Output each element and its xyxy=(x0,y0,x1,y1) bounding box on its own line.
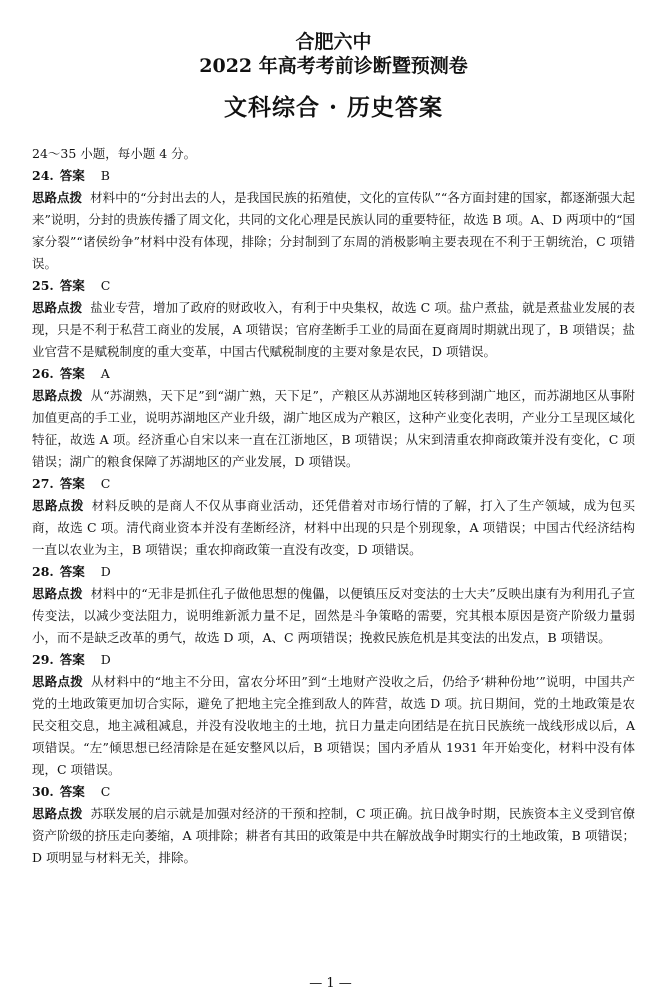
answer-line xyxy=(32,275,635,297)
subject-title: 文科综合 · 历史答案 xyxy=(223,94,444,121)
answer-choice: D xyxy=(100,564,111,579)
explanation xyxy=(32,803,635,869)
explanation xyxy=(32,297,635,363)
answer-line xyxy=(32,473,635,495)
answer-choice: C xyxy=(100,476,111,491)
explanation-label: 思路点拨 xyxy=(32,586,83,601)
question-number: 24. xyxy=(32,168,54,183)
explanation-label: 思路点拨 xyxy=(32,498,84,513)
explanation-label: 思路点拨 xyxy=(32,806,83,821)
question-block xyxy=(32,781,635,869)
answer-choice: C xyxy=(100,278,111,293)
explanation-label: 思路点拨 xyxy=(32,674,83,689)
answer-label: 答案 xyxy=(59,278,85,293)
explanation-text: 苏联发展的启示就是加强对经济的干预和控制，C 项正确。抗日战争时期，民族资本主义受到官僚资产阶级的挤压走向萎缩，A 项排除；耕者有其田的政策是中共在解放战争时期实行的土地政策，B 项错误；D 项明显与材料无关，排除。 xyxy=(32,806,635,865)
explanation-text: 材料中的“分封出去的人，是我国民族的拓殖使，文化的宣传队”“各方面封建的国家，都逐渐强大起来”说明，分封的贵族传播了周文化，共同的文化心理是民族认同的重要特征，故选 B 项。A、D 两项中的“国家分裂”“诸侯纷争”材料中没有体现，排除；分封制到了东周的消极影响主要表现在不利于王朝统治，C 项错误。 xyxy=(32,190,635,271)
explanation xyxy=(32,583,635,649)
school-name: 合肥六中 xyxy=(295,31,372,53)
question-number: 26. xyxy=(32,366,54,381)
question-block xyxy=(32,561,635,649)
explanation xyxy=(32,187,635,275)
explanation-label: 思路点拨 xyxy=(32,190,83,205)
explanation xyxy=(32,385,635,473)
document-header xyxy=(32,30,635,123)
question-block xyxy=(32,275,635,363)
answer-choice: D xyxy=(100,652,111,667)
explanation-label: 思路点拨 xyxy=(32,388,83,403)
section-intro: 24～35 小题，每小题 4 分。 xyxy=(32,146,197,161)
answer-choice: A xyxy=(100,366,110,381)
answer-label: 答案 xyxy=(59,564,85,579)
question-block xyxy=(32,363,635,473)
exam-title: 2022 年高考考前诊断暨预测卷 xyxy=(199,55,468,77)
explanation-label: 思路点拨 xyxy=(32,300,83,315)
explanation-text: 材料反映的是商人不仅从事商业活动，还凭借着对市场行情的了解，打入了生产领域，成为包买商，故选 C 项。清代商业资本并没有垄断经济，材料中出现的只是个别现象，A 项错误；中国古代经济结构一直以农业为主，B 项错误；重农抑商政策一直没有改变，D 项错误。 xyxy=(32,498,635,557)
answer-line xyxy=(32,649,635,671)
answer-choice: C xyxy=(100,784,111,799)
answer-line xyxy=(32,165,635,187)
question-block xyxy=(32,165,635,275)
question-list xyxy=(32,165,635,869)
explanation-text: 从材料中的“地主不分田，富农分坏田”到“土地财产没收之后，仍给予‘耕种份地’”说明，中国共产党的土地政策更加切合实际，避免了把地主完全推到敌人的阵营，故选 D 项。抗日期间，党的土地政策是农民交租交息，地主减租减息，并没有没收地主的土地，抗日力量走向团结是在抗日民族统一战线形成以后，A 项错误。“左”倾思想已经清除是在延安整风以后，B 项错误；国内矛盾从 1931 年开始变化，材料中没有体现，C 项错误。 xyxy=(32,674,635,777)
document-page xyxy=(0,30,661,1008)
explanation-text: 材料中的“无非是抓住孔子做他思想的傀儡，以便镇压反对变法的士大夫”反映出康有为利用孔子宣传变法，以减少变法阻力，说明维新派力量不足，固然是斗争策略的需要，究其根本原因是资产阶级力量弱小，而不是缺乏改革的勇气，故选 D 项，A、C 两项错误；挽救民族危机是其变法的出发点，B 项错误。 xyxy=(32,586,635,645)
question-number: 30. xyxy=(32,784,54,799)
explanation xyxy=(32,495,635,561)
explanation-text: 从“苏湖熟，天下足”到“湖广熟，天下足”，产粮区从苏湖地区转移到湖广地区，而苏湖地区从事附加值更高的手工业，说明苏湖地区产业升级，湖广地区成为产粮区，这种产业变化表明，产业分工呈现区域化特征，故选 A 项。经济重心自宋以来一直在江浙地区，B 项错误；从宋到清重农抑商政策并没有变化，C 项错误；湖广的粮食保障了苏湖地区的产业发展，D 项错误。 xyxy=(32,388,635,469)
answer-line xyxy=(32,561,635,583)
answer-label: 答案 xyxy=(59,168,85,183)
answer-label: 答案 xyxy=(59,366,85,381)
answer-label: 答案 xyxy=(59,784,85,799)
answer-line xyxy=(32,363,635,385)
answer-line xyxy=(32,781,635,803)
question-number: 25. xyxy=(32,278,54,293)
question-block xyxy=(32,473,635,561)
question-number: 29. xyxy=(32,652,54,667)
question-number: 28. xyxy=(32,564,54,579)
explanation xyxy=(32,671,635,781)
explanation-text: 盐业专营，增加了政府的财政收入，有利于中央集权，故选 C 项。盐户煮盐，就是煮盐业发展的表现，只是不利于私营工商业的发展，A 项错误；官府垄断手工业的局面在夏商周时期就出现了，B 项错误；盐业官营不是赋税制度的重大变革，中国古代赋税制度的主要对象是农民，D 项错误。 xyxy=(32,300,635,359)
question-number: 27. xyxy=(32,476,54,491)
question-block xyxy=(32,649,635,781)
page-number: — 1 — xyxy=(309,976,352,991)
answer-choice: B xyxy=(100,168,110,183)
answer-label: 答案 xyxy=(59,652,85,667)
answer-label: 答案 xyxy=(59,476,85,491)
